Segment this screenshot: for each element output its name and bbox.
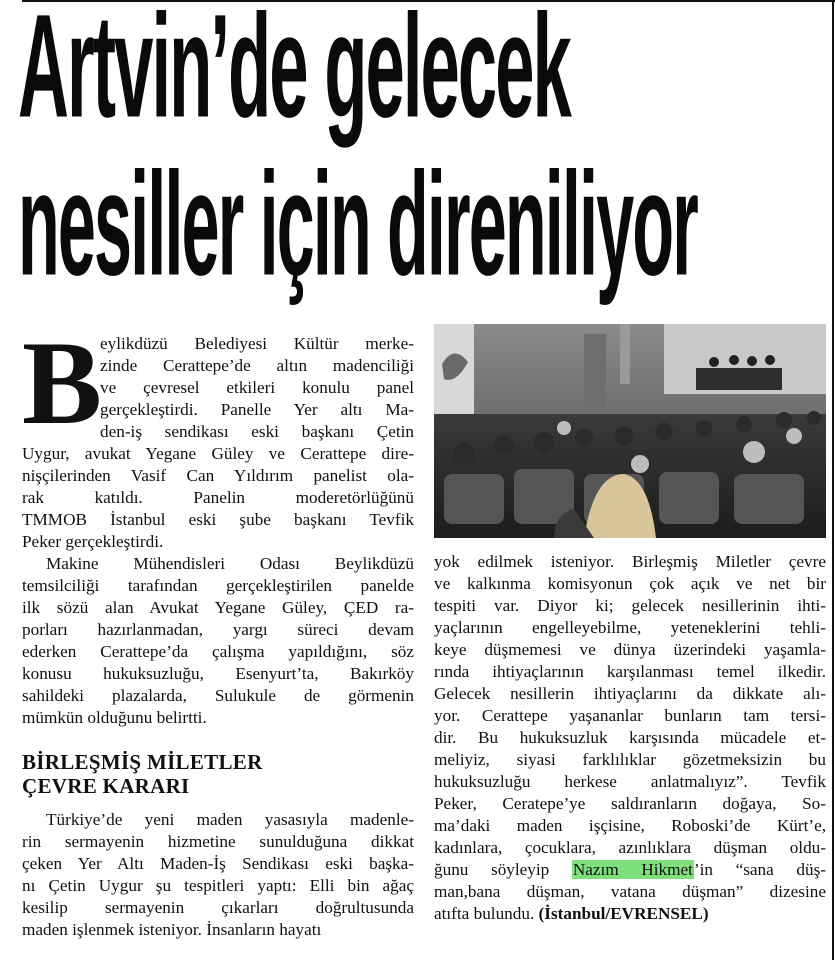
text-fragment: atıfta bulundu. [434,904,539,923]
text-line: Gelecek nesillerin ihtiyaçlarını da dikkate alı- [434,684,826,703]
text-line: Uygur, avukat Yegane Güley ve Cerattepe dire- [22,444,414,463]
text-line: maden işlenmek isteniyor. İnsanların hayatı [22,920,322,939]
text-line: yok edilmek isteniyor. Birleşmiş Miletler çevre [434,552,826,571]
text-line: porları hazırlanmadan, yargı süreci devam [22,620,414,639]
text-line: mümkün olduğunu belirtti. [22,708,207,727]
text-line: rak katıldı. Panelin moderetörlüğünü [22,488,414,507]
text-line: den-iş sendikası eski başkanı Çetin [100,422,414,441]
text-line: tespiti var. Diyor ki; gelecek nesillerinin ihti- [434,596,826,615]
text-line: nişçilerinden Vasif Can Yıldırım panelist ola- [22,466,414,485]
text-line: çeken Yer Altı Maden-İş Sendikası eski başka- [22,854,414,873]
text-line: Peker gerçekleştirdi. [22,532,164,551]
text-line: zinde Cerattepe’de altın madenciliği [100,356,414,375]
text-line: ve çevresel etkileri konulu panel [100,378,414,397]
text-fragment: ’in “sana düş- [693,860,826,879]
source-credit: (İstanbul/EVRENSEL) [538,904,709,923]
headline-line-1: Artvin’de gelecek [18,0,570,148]
right-column-rule [832,0,834,960]
text-line: nı Çetin Uygur şu tespitleri yaptı: Elli bin ağaç [22,876,414,895]
text-line: yaçlarının engelleyebilme, yeteneklerini tehli- [434,618,826,637]
text-line: temsilciliği tarafından gerçekleştirilen panelde [22,576,414,595]
subhead-line-1: BİRLEŞMİŞ MİLETLER [22,750,263,774]
right-column [434,551,826,925]
photo-illustration [434,324,826,538]
text-line: hukuksuzluğu herkese anlatmalıyız”. Tevfik [434,772,826,791]
text-line: ilk sözü alan Avukat Yegane Güley, ÇED ra- [22,598,414,617]
text-line: kesilip sermayenin çıkarları doğrultusunda [22,898,414,917]
left-column-section-2 [22,809,414,941]
subhead-line-2: ÇEVRE KARARI [22,774,190,798]
text-line: man,bana düşman, vatana düşman” dizesine [434,882,826,901]
text-line: ve kalkınma komisyonun çok açık ve net bir [434,574,826,593]
text-line: eylikdüzü Belediyesi Kültür merke- [100,334,414,353]
text-line: ederken Cerattepe’da çalışma yapıldığını, söz [22,642,414,661]
text-line: yor. Cerattepe yaşananlar bunların tam tersi- [434,706,826,725]
intro-dropcap-lines [22,333,414,443]
text-fragment: ğunu söyleyip [434,860,572,879]
section-subhead [22,750,414,798]
text-line: gerçekleştirdi. Panelle Yer altı Ma- [100,400,414,419]
text-line: rında ihtiyaçlarının karşılanması temel ilkedir. [434,662,826,681]
drop-cap: B [22,316,103,449]
highlighted-name: Nazım Hikmet [572,860,693,879]
text-line-credit [434,903,826,925]
headline-line-2: nesiller için direniliyor [18,141,697,306]
text-line: meliyiz, siyasi farklılıklar gözetmeksizin bu [434,750,826,769]
text-line: dir. Bu hukuksuzluk karşısında mücadele et- [434,728,826,747]
text-line: Peker, Ceratepe’ye saldıranların doğaya, So- [434,794,826,813]
text-line-highlight [434,859,826,881]
text-line: Makine Mühendisleri Odası Beylikdüzü [46,554,414,573]
text-line: ma’daki maden işçisine, Roboski’de Kürt’e, [434,816,826,835]
text-line: keye düşmemesi ve dünya üzerindeki yaşamla- [434,640,826,659]
text-line: sahildeki plazalarda, Sulukule de görmenin [22,686,414,705]
text-line: TMMOB İstanbul eski şube başkanı Tevfik [22,510,414,529]
text-line: Türkiye’de yeni maden yasasıyla madenle- [46,810,414,829]
panel-audience-photo [434,324,826,538]
left-column [22,333,414,729]
text-line: kadınlara, çocuklara, azınlıklara düşman oldu- [434,838,826,857]
text-line: konusu hukuksuzluğu, Esenyurt’ta, Bakırköy [22,664,414,683]
text-line: rin sermayenin hizmetine sunulduğuna dikkat [22,832,414,851]
